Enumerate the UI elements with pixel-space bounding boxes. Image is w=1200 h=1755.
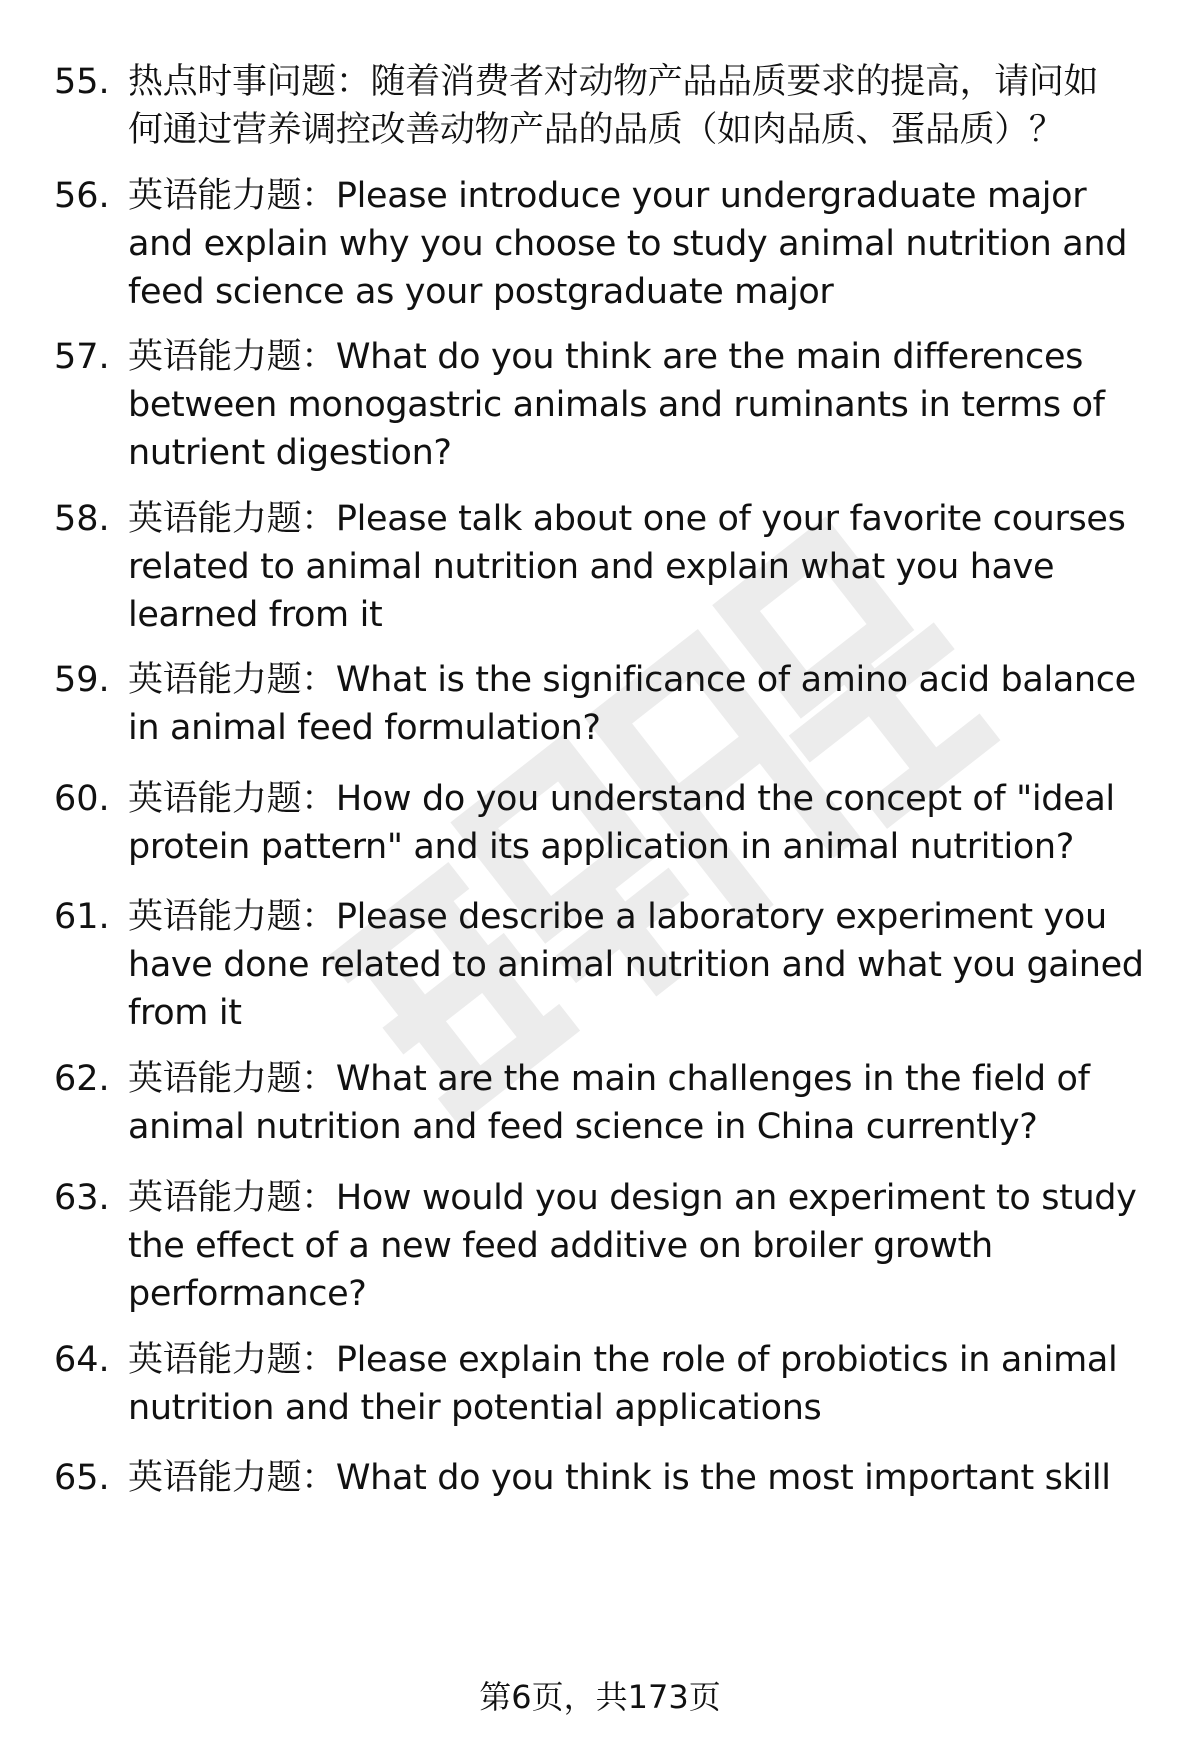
question-text	[128, 1336, 1158, 1432]
question-number: 61.	[54, 897, 110, 937]
question-text	[128, 1454, 1158, 1502]
question-text	[128, 1055, 1158, 1151]
question-line: in animal feed formulation?	[128, 708, 601, 748]
question-text	[128, 656, 1158, 752]
question-number: 56.	[54, 176, 110, 216]
question-line: 热点时事问题：随着消费者对动物产品品质要求的提高，请问如	[128, 62, 1099, 102]
question-number: 55.	[54, 62, 110, 102]
question-line: 英语能力题：Please introduce your undergraduate major	[128, 176, 1087, 216]
question-line: 英语能力题：Please talk about one of your favorite courses	[128, 499, 1126, 539]
question-number: 65.	[54, 1458, 110, 1498]
question-line: nutrition and their potential applications	[128, 1388, 822, 1428]
question-line: related to animal nutrition and explain what you have	[128, 547, 1055, 587]
question-text	[128, 172, 1158, 316]
question-text	[128, 333, 1158, 477]
question-line: 英语能力题：What do you think is the most important skill	[128, 1458, 1111, 1498]
question-line: 英语能力题：What are the main challenges in the field of	[128, 1059, 1090, 1099]
question-line: protein pattern" and its application in animal nutrition?	[128, 827, 1074, 867]
question-line: 何通过营养调控改善动物产品的品质（如肉品质、蛋品质）？	[128, 110, 1064, 150]
question-line: learned from it	[128, 595, 383, 635]
question-number: 58.	[54, 499, 110, 539]
question-line: performance?	[128, 1274, 367, 1314]
question-line: nutrient digestion?	[128, 433, 452, 473]
question-number: 64.	[54, 1340, 110, 1380]
question-text	[128, 1174, 1158, 1318]
question-line: feed science as your postgraduate major	[128, 272, 834, 312]
question-line: 英语能力题：What is the significance of amino acid balance	[128, 660, 1136, 700]
question-number: 63.	[54, 1178, 110, 1218]
question-line: 英语能力题：How would you design an experiment to study	[128, 1178, 1137, 1218]
question-line: between monogastric animals and ruminants in terms of	[128, 385, 1105, 425]
question-line: have done related to animal nutrition and what you gained	[128, 945, 1144, 985]
question-text	[128, 775, 1158, 871]
question-line: 英语能力题：Please describe a laboratory experiment you	[128, 897, 1107, 937]
question-line: and explain why you choose to study animal nutrition and	[128, 224, 1128, 264]
question-number: 62.	[54, 1059, 110, 1099]
question-line: the effect of a new feed additive on broiler growth	[128, 1226, 993, 1266]
question-line: from it	[128, 993, 242, 1033]
question-number: 57.	[54, 337, 110, 377]
question-number: 60.	[54, 779, 110, 819]
question-text	[128, 495, 1158, 639]
question-line: 英语能力题：What do you think are the main differences	[128, 337, 1084, 377]
question-line: 英语能力题：How do you understand the concept of "ideal	[128, 779, 1115, 819]
question-number: 59.	[54, 660, 110, 700]
page-number-footer: 第6页，共173页	[479, 1678, 721, 1716]
question-line: 英语能力题：Please explain the role of probiotics in animal	[128, 1340, 1118, 1380]
question-line: animal nutrition and feed science in China currently?	[128, 1107, 1038, 1147]
question-text	[128, 893, 1158, 1037]
question-text	[128, 58, 1158, 154]
